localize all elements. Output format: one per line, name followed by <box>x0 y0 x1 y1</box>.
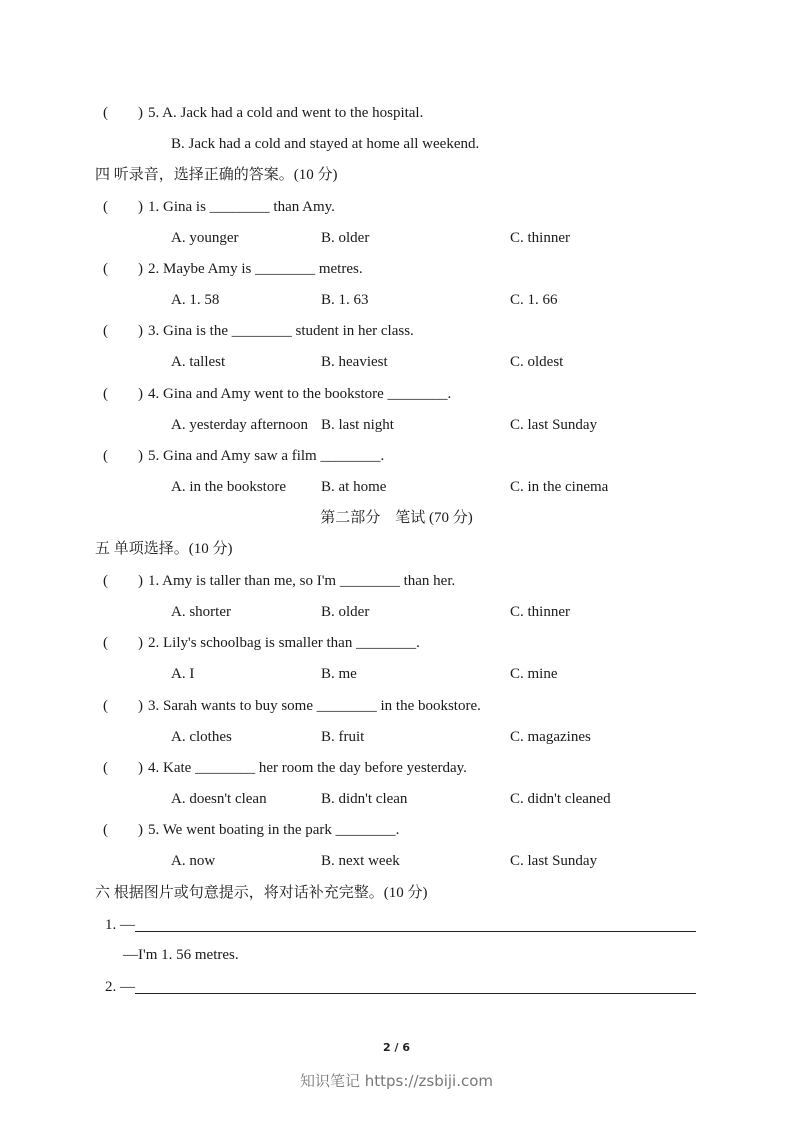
option-b: B. heaviest <box>321 354 388 370</box>
option-b: B. fruit <box>321 729 365 745</box>
section-heading: 六 根据图片或句意提示，将对话补充完整。(10 分) <box>95 885 428 901</box>
option-b: B. older <box>321 230 370 246</box>
question-text: 3. Gina is the ________ student in her class. <box>148 323 414 339</box>
answer-line[interactable] <box>135 931 696 932</box>
page-number: 2 / 6 <box>383 1041 410 1054</box>
question-text: 3. Sarah wants to buy some ________ in the bookstore. <box>148 698 481 714</box>
question-text: 1. Gina is ________ than Amy. <box>148 199 335 215</box>
option-b: B. older <box>321 604 370 620</box>
option-a: A. tallest <box>171 354 226 370</box>
option-a: A. yesterday afternoon <box>171 417 309 433</box>
option-c: C. magazines <box>510 729 591 745</box>
option-a: A. 1. 58 <box>171 292 220 308</box>
answer-paren[interactable]: ( ) <box>103 698 143 714</box>
watermark: 知识笔记 https://zsbiji.com <box>299 1072 494 1090</box>
answer-line[interactable] <box>135 993 696 994</box>
question-text: 4. Kate ________ her room the day before yesterday. <box>148 760 467 776</box>
section-heading: 五 单项选择。(10 分) <box>95 541 233 557</box>
question-text: 5. A. Jack had a cold and went to the hospital. <box>148 105 424 121</box>
question-text: 1. Amy is taller than me, so I'm ________ than her. <box>148 573 456 589</box>
option-b: B. 1. 63 <box>321 292 369 308</box>
answer-paren[interactable]: ( ) <box>103 573 143 589</box>
option-c: C. mine <box>510 666 558 682</box>
option-c: C. last Sunday <box>510 853 598 869</box>
question-text: 2. Maybe Amy is ________ metres. <box>148 261 363 277</box>
option-a: A. I <box>171 666 195 682</box>
option-c: C. last Sunday <box>510 417 598 433</box>
answer-paren[interactable]: ( ) <box>103 760 143 776</box>
answer-paren[interactable]: ( ) <box>103 199 143 215</box>
answer-paren[interactable]: ( ) <box>103 822 143 838</box>
question-text: 4. Gina and Amy went to the bookstore ________. <box>148 386 452 402</box>
option-c: C. didn't cleaned <box>510 791 611 807</box>
question-text: 2. Lily's schoolbag is smaller than ________. <box>148 635 420 651</box>
part-title: 第二部分 笔试 (70 分) <box>320 510 473 526</box>
option-a: A. now <box>171 853 216 869</box>
option-c: C. oldest <box>510 354 564 370</box>
option-a: A. shorter <box>171 604 231 620</box>
option-b: B. me <box>321 666 357 682</box>
dialogue-answer: —I'm 1. 56 metres. <box>123 947 239 963</box>
answer-paren[interactable]: ( ) <box>103 386 143 402</box>
answer-paren[interactable]: ( ) <box>103 261 143 277</box>
option-c: C. in the cinema <box>510 479 609 495</box>
option-b: B. next week <box>321 853 400 869</box>
option-c: C. thinner <box>510 230 570 246</box>
option-b: B. didn't clean <box>321 791 408 807</box>
dialogue-prefix: 1. — <box>105 917 135 933</box>
option-b: B. at home <box>321 479 387 495</box>
option-a: A. clothes <box>171 729 232 745</box>
option-c: C. 1. 66 <box>510 292 558 308</box>
answer-paren[interactable]: ( ) <box>103 448 143 464</box>
question-option-b: B. Jack had a cold and stayed at home all weekend. <box>171 136 480 152</box>
section-heading: 四 听录音，选择正确的答案。(10 分) <box>95 167 338 183</box>
option-c: C. thinner <box>510 604 570 620</box>
question-text: 5. We went boating in the park ________. <box>148 822 400 838</box>
option-b: B. last night <box>321 417 394 433</box>
question-text: 5. Gina and Amy saw a film ________. <box>148 448 385 464</box>
option-a: A. younger <box>171 230 239 246</box>
answer-paren[interactable]: ( ) <box>103 105 143 121</box>
dialogue-prefix: 2. — <box>105 979 135 995</box>
option-a: A. doesn't clean <box>171 791 267 807</box>
answer-paren[interactable]: ( ) <box>103 635 143 651</box>
option-a: A. in the bookstore <box>171 479 286 495</box>
answer-paren[interactable]: ( ) <box>103 323 143 339</box>
